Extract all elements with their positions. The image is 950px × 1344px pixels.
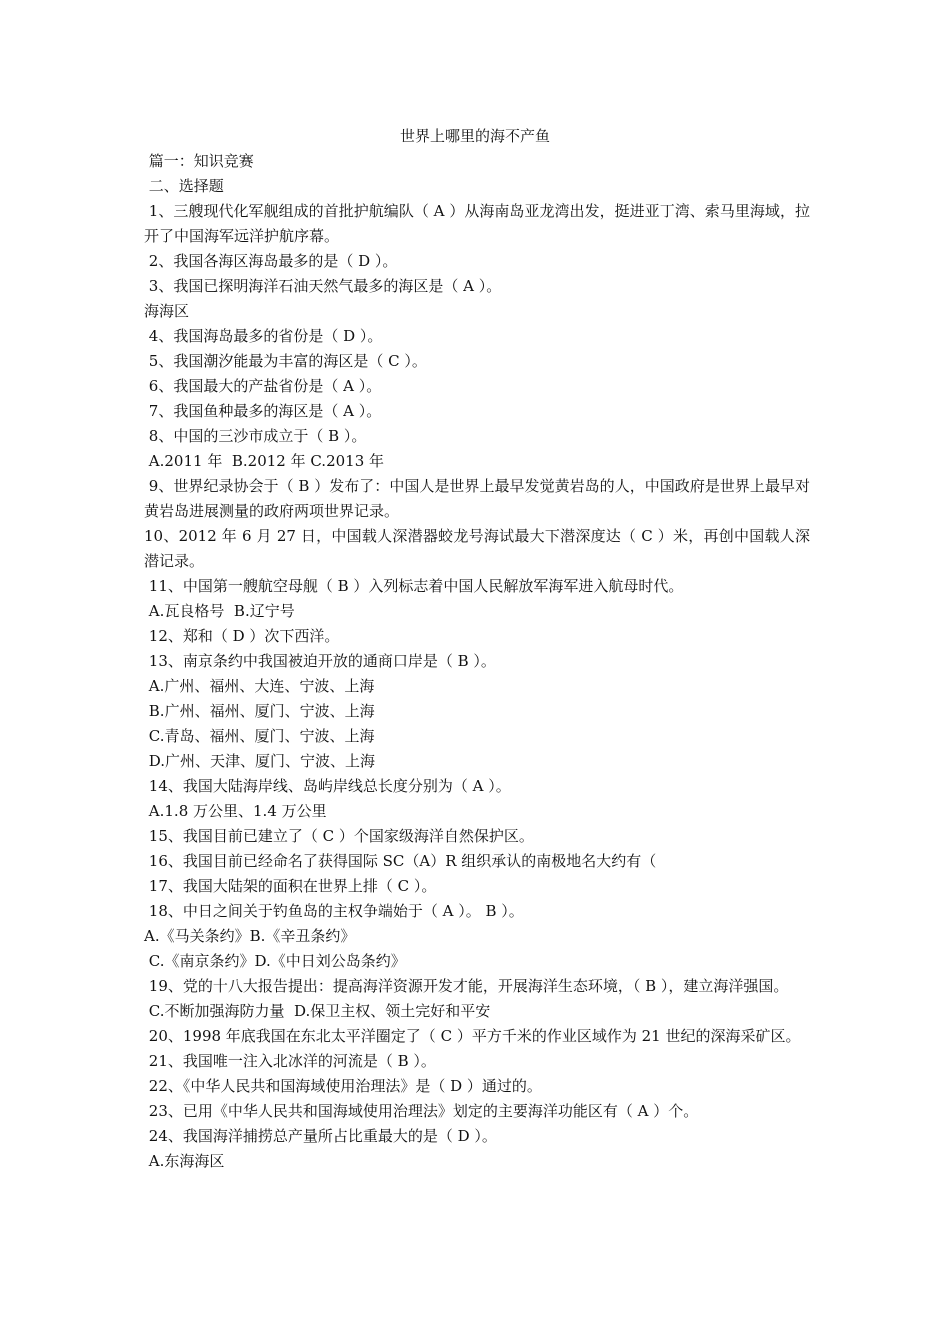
question-line: 19、党的十八大报告提出：提高海洋资源开发才能，开展海洋生态环境，（ B ），建立海洋强国。: [144, 977, 789, 995]
question-line: 4、我国海岛最多的省份是（ D ）。: [144, 327, 383, 345]
question-line: 7、我国鱼种最多的海区是（ A ）。: [144, 402, 382, 420]
answer-line: D.广州、天津、厦门、宁波、上海: [144, 752, 376, 770]
question-line: 16、我国目前已经命名了获得国际 SC（A）R 组织承认的南极地名大约有（: [144, 852, 657, 870]
answer-line: B.广州、福州、厦门、宁波、上海: [144, 702, 375, 720]
text-line: 篇一：知识竞赛: [144, 152, 254, 170]
question-line: 9、世界纪录协会于（ B ）发布了：中国人是世界上最早发觉黄岩岛的人，中国政府是世界上最早对黄岩岛进展测量的政府两项世界记录。: [144, 477, 810, 520]
question-line: 13、南京条约中我国被迫开放的通商口岸是（ B ）。: [144, 652, 496, 670]
question-line: 21、我国唯一注入北冰洋的河流是（ B ）。: [144, 1052, 436, 1070]
question-line: 11、中国第一艘航空母舰（ B ）入列标志着中国人民解放军海军进入航母时代。: [144, 577, 684, 595]
question-line: 17、我国大陆架的面积在世界上排（ C ）。: [144, 877, 437, 895]
question-line: 12、郑和（ D ）次下西洋。: [144, 627, 340, 645]
question-line: 24、我国海洋捕捞总产量所占比重最大的是（ D ）。: [144, 1127, 497, 1145]
answer-line: A.《马关条约》B.《辛丑条约》: [144, 927, 356, 945]
document-title: 世界上哪里的海不产鱼: [399, 127, 550, 145]
question-line: 23、已用《中华人民共和国海域使用治理法》划定的主要海洋功能区有（ A ）个。: [144, 1102, 699, 1120]
document-body: [144, 149, 810, 1174]
question-line: 8、中国的三沙市成立于（ B ）。: [144, 427, 367, 445]
answer-line: C.不断加强海防力量 D.保卫主权、领土完好和平安: [144, 1002, 491, 1020]
question-line: 22、《中华人民共和国海域使用治理法》是（ D ）通过的。: [144, 1077, 542, 1095]
answer-line: A.东海海区: [144, 1152, 225, 1170]
question-line: 10、2012 年 6 月 27 日，中国载人深潜器蛟龙号海试最大下潜深度达（ C ）米，再创中国载人深潜记录。: [144, 527, 810, 570]
text-line: 二、选择题: [144, 177, 224, 195]
question-line: 6、我国最大的产盐省份是（ A ）。: [144, 377, 382, 395]
question-line: 3、我国已探明海洋石油天然气最多的海区是（ A ）。: [144, 277, 502, 295]
answer-line: A.广州、福州、大连、宁波、上海: [144, 677, 375, 695]
answer-line: C.《南京条约》D.《中日刘公岛条约》: [144, 952, 406, 970]
question-line: 20、1998 年底我国在东北太平洋圈定了（ C ）平方千米的作业区域作为 21 世纪的深海采矿区。: [144, 1027, 801, 1045]
answer-line: A.1.8 万公里、1.4 万公里: [144, 802, 327, 820]
question-line: 14、我国大陆海岸线、岛屿岸线总长度分别为（ A ）。: [144, 777, 511, 795]
answer-line: A.2011 年 B.2012 年 C.2013 年: [144, 452, 385, 470]
answer-line: C.青岛、福州、厦门、宁波、上海: [144, 727, 375, 745]
answer-line: A.瓦良格号 B.辽宁号: [144, 602, 295, 620]
question-line: 5、我国潮汐能最为丰富的海区是（ C ）。: [144, 352, 427, 370]
question-line: 18、中日之间关于钓鱼岛的主权争端始于（ A ）。 B ）。: [144, 902, 524, 920]
answer-line: 海海区: [144, 302, 190, 320]
question-line: 15、我国目前已建立了（ C ）个国家级海洋自然保护区。: [144, 827, 534, 845]
question-line: 2、我国各海区海岛最多的是（ D ）。: [144, 252, 398, 270]
question-line: 1、三艘现代化军舰组成的首批护航编队（ A ）从海南岛亚龙湾出发，挺进亚丁湾、索马里海域，拉开了中国海军远洋护航序幕。: [144, 202, 810, 245]
